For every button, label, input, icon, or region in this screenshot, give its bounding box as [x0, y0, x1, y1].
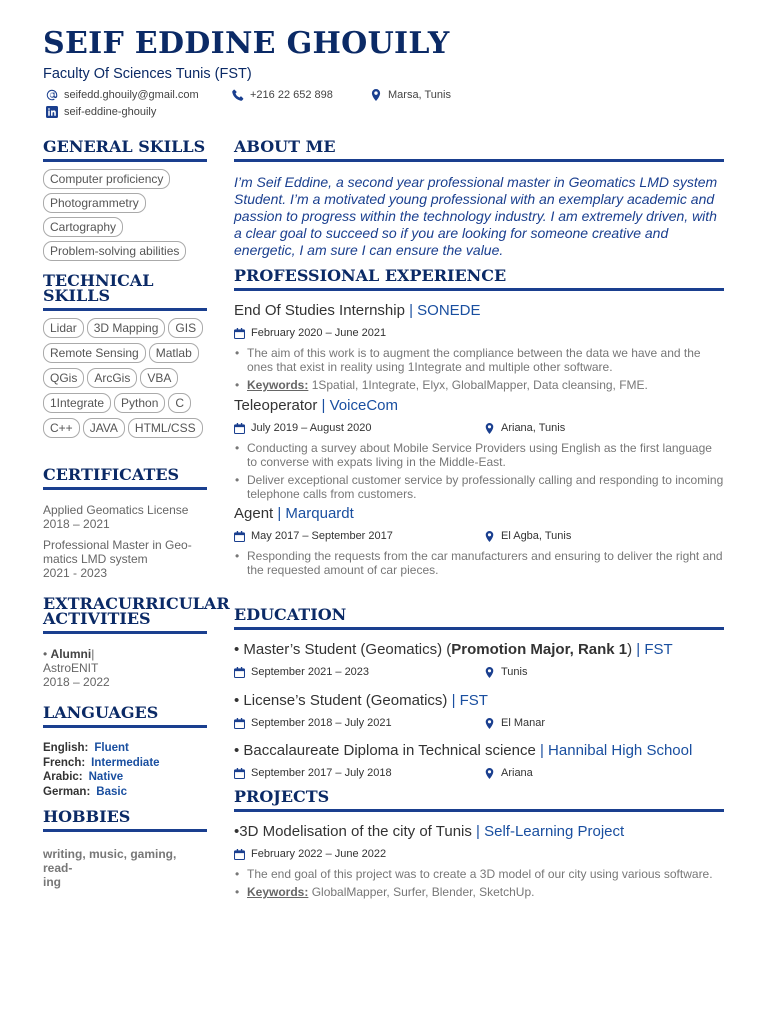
degree-highlight: Promotion Major, Rank 1: [451, 641, 628, 658]
certificate-2-name-l2: matics LMD system: [43, 552, 148, 566]
skill-tag: Problem-solving abilities: [43, 241, 186, 261]
education-meta: [234, 716, 724, 730]
activity-role-line: • Alumni|: [43, 647, 95, 661]
job-role: Teleoperator: [234, 397, 318, 414]
tech-tag: Python: [114, 393, 165, 413]
map-pin-icon: [484, 667, 495, 678]
phone-text: +216 22 652 898: [250, 89, 333, 101]
map-pin-icon: [370, 89, 382, 101]
project-name: •3D Modelisation of the city of Tunis: [234, 823, 472, 840]
job-entry: [234, 302, 724, 392]
job-bullet: • Conducting a survey about Mobile Service Providers using English as the first language to converse with expats living in the Middle-East.: [247, 441, 724, 469]
skill-tag: Photogrammetry: [43, 193, 146, 213]
job-dates: July 2019 – August 2020: [251, 422, 372, 434]
contact-phone[interactable]: [232, 89, 333, 101]
education-entry: [234, 742, 724, 780]
linkedin-text: seif-eddine-ghouily: [64, 106, 157, 118]
activity-years: 2018 – 2022: [43, 675, 110, 689]
map-pin-icon: [484, 718, 495, 729]
projects-section: [234, 789, 724, 903]
tech-tag: GIS: [168, 318, 203, 338]
tech-tag: Lidar: [43, 318, 84, 338]
degree-org: | Hannibal High School: [539, 742, 693, 759]
calendar-icon: [234, 531, 245, 542]
keywords-text: GlobalMapper, Surfer, Blender, SketchUp.: [308, 885, 535, 899]
certificate-2-years: 2021 - 2023: [43, 566, 108, 580]
calendar-icon: [234, 667, 245, 678]
certificates-section: [43, 467, 207, 580]
extracurricular-title: [43, 594, 230, 634]
language-level: Fluent: [94, 742, 129, 754]
linkedin-icon: [46, 106, 58, 118]
resume-name: SEIF EDDINE GHOUILY: [43, 26, 450, 61]
education-title: EDUCATION: [234, 607, 724, 630]
job-meta: [234, 529, 724, 543]
activity-org: AstroENIT: [43, 661, 99, 675]
skill-tag: Cartography: [43, 217, 123, 237]
job-title: [234, 505, 724, 523]
about-text: I’m Seif Eddine, a second year professional master in Geomatics LMD system Student. I’m a motivated young professional with an exemplary academic and passion to progress within the technology industry. I am extremely driven, with a clear goal to succeed so if you are looking for someone creative and energetic, I am sure I can ensure the value.: [234, 174, 718, 258]
project-entry: [234, 823, 724, 899]
extracurricular-section: [43, 594, 230, 689]
job-location: El Agba, Tunis: [501, 530, 572, 542]
job-location: Ariana, Tunis: [501, 422, 566, 434]
language-row: [43, 770, 207, 785]
job-bullets: [234, 549, 724, 577]
education-location: Tunis: [501, 666, 528, 678]
education-dates: September 2021 – 2023: [251, 666, 370, 678]
extracurricular-title-l1: EXTRACURRICULAR: [43, 594, 230, 613]
experience-title: PROFESSIONAL EXPERIENCE: [234, 268, 724, 291]
job-bullet: • Responding the requests from the car manufacturers and ensuring to deliver the right and the requested amount of car pieces.: [247, 549, 724, 577]
map-pin-icon: [484, 531, 495, 542]
language-row: [43, 741, 207, 756]
tech-tag: QGis: [43, 368, 84, 388]
degree-text: • License’s Student (Geomatics): [234, 692, 452, 709]
education-degree: [234, 641, 724, 659]
keywords-label: Keywords:: [247, 378, 309, 392]
certificates-title: CERTIFICATES: [43, 467, 207, 490]
tech-tag: HTML/CSS: [128, 418, 203, 438]
education-dates: September 2018 – July 2021: [251, 717, 392, 729]
tech-tag: C: [168, 393, 191, 413]
job-title: [234, 302, 724, 320]
skill-tag: Computer proficiency: [43, 169, 170, 189]
contact-email[interactable]: [46, 89, 199, 101]
calendar-icon: [234, 849, 245, 860]
job-entry: [234, 397, 724, 501]
job-role: Agent: [234, 505, 274, 522]
language-row: [43, 756, 207, 771]
calendar-icon: [234, 328, 245, 339]
hobbies-section: [43, 809, 207, 889]
keywords-label: Keywords:: [247, 885, 309, 899]
tech-tag: 3D Mapping: [87, 318, 166, 338]
job-bullet: • Deliver exceptional customer service by professionally calling and responding to incoming telephone calls from customers.: [247, 473, 724, 501]
map-pin-icon: [484, 768, 495, 779]
about-section: [234, 139, 724, 259]
education-section: [234, 607, 724, 780]
contact-location: [370, 89, 451, 101]
degree-text: • Baccalaureate Diploma in Technical science: [234, 742, 540, 759]
tech-tag: Matlab: [149, 343, 199, 363]
job-org: | SONEDE: [404, 302, 481, 319]
job-bullets: [234, 346, 724, 392]
activity-role: Alumni: [50, 647, 92, 661]
job-bullets: [234, 441, 724, 501]
project-title: [234, 823, 724, 841]
tech-tag: Remote Sensing: [43, 343, 146, 363]
map-pin-icon: [484, 423, 495, 434]
at-icon: [46, 89, 58, 101]
job-org: | Marquardt: [273, 505, 354, 522]
project-bullet: • The end goal of this project was to create a 3D model of our city using various software.: [247, 867, 724, 881]
language-name: French:: [43, 756, 86, 769]
job-keywords: [247, 378, 724, 392]
calendar-icon: [234, 423, 245, 434]
email-text: seifedd.ghouily@gmail.com: [64, 89, 199, 101]
project-meta: [234, 847, 724, 861]
language-row: [43, 785, 207, 800]
education-location: Ariana: [501, 767, 533, 779]
about-title: ABOUT ME: [234, 139, 724, 162]
job-meta: [234, 326, 724, 340]
projects-title: PROJECTS: [234, 789, 724, 812]
tech-tag: JAVA: [83, 418, 125, 438]
resume-subtitle: Faculty Of Sciences Tunis (FST): [43, 66, 252, 82]
education-meta: [234, 665, 724, 679]
technical-skills-section: [43, 273, 207, 438]
degree-org: | FST: [632, 641, 673, 658]
education-dates: September 2017 – July 2018: [251, 767, 392, 779]
job-dates: February 2020 – June 2021: [251, 327, 387, 339]
experience-section: [234, 268, 724, 581]
language-name: English:: [43, 742, 89, 754]
language-level: Intermediate: [91, 756, 160, 769]
education-meta: [234, 766, 724, 780]
phone-icon: [232, 89, 244, 101]
hobbies-line-1: writing, music, gaming, read-: [43, 847, 177, 875]
contact-linkedin[interactable]: [46, 106, 156, 118]
project-org: | Self-Learning Project: [471, 823, 625, 840]
certificate-2-name-l1: Professional Master in Geo-: [43, 538, 192, 552]
project-dates: February 2022 – June 2022: [251, 848, 387, 860]
keywords-text: 1Spatial, 1Integrate, Elyx, GlobalMapper, Data cleansing, FME.: [308, 378, 648, 392]
job-meta: [234, 421, 724, 435]
activity-separator: |: [91, 647, 95, 661]
education-degree: [234, 692, 724, 710]
general-skills-title: GENERAL SKILLS: [43, 139, 207, 162]
hobbies-line-2: ing: [43, 875, 61, 889]
technical-skills-title-l2: SKILLS: [43, 286, 110, 305]
tech-tag: ArcGis: [87, 368, 137, 388]
degree-text: • Master’s Student (Geomatics) (: [234, 641, 452, 658]
languages-section: [43, 705, 207, 799]
education-entry: [234, 641, 724, 679]
hobbies-title: HOBBIES: [43, 809, 207, 832]
language-name: Arabic:: [43, 771, 83, 784]
tech-tag: C++: [43, 418, 80, 438]
education-location: El Manar: [501, 717, 546, 729]
calendar-icon: [234, 718, 245, 729]
location-text: Marsa, Tunis: [388, 89, 451, 101]
certificate-1-name: Applied Geomatics License: [43, 503, 189, 517]
language-level: Native: [88, 771, 124, 784]
tech-tag: 1Integrate: [43, 393, 111, 413]
extracurricular-title-l2: ACTIVITIES: [43, 609, 151, 628]
job-entry: [234, 505, 724, 577]
degree-text-post: ): [627, 641, 633, 658]
languages-title: LANGUAGES: [43, 705, 207, 728]
education-degree: [234, 742, 724, 760]
language-level: Basic: [96, 785, 127, 798]
language-name: German:: [43, 785, 91, 798]
technical-skills-title-l1: TECHNICAL: [43, 271, 154, 290]
job-title: [234, 397, 724, 415]
certificate-1-years: 2018 – 2021: [43, 517, 110, 531]
job-dates: May 2017 – September 2017: [251, 530, 393, 542]
calendar-icon: [234, 768, 245, 779]
project-bullets: [234, 867, 724, 899]
job-org: | VoiceCom: [317, 397, 398, 414]
technical-skills-title: [43, 273, 207, 311]
project-keywords: [247, 885, 724, 899]
education-entry: [234, 692, 724, 730]
degree-org: | FST: [451, 692, 488, 709]
tech-tag: VBA: [140, 368, 178, 388]
general-skills-section: [43, 139, 207, 261]
job-bullet: • The aim of this work is to augment the compliance between the data we have and the ones that exist in reality using 1Integrate and multiple other software.: [247, 346, 724, 374]
job-role: End Of Studies Internship: [234, 302, 405, 319]
